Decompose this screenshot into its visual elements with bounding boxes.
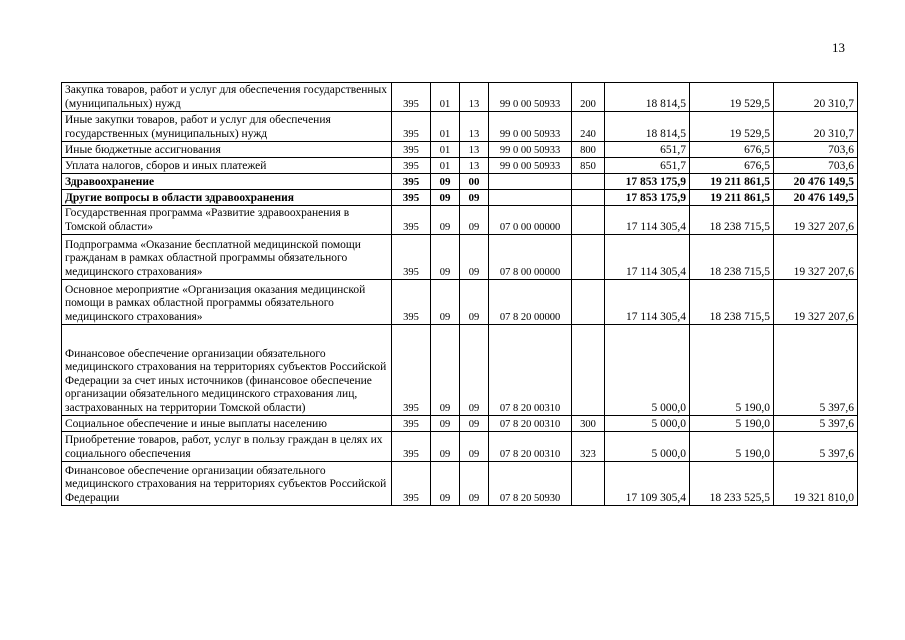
target-article-code: 99 0 00 50933 xyxy=(489,142,572,158)
amount-year-1: 18 814,5 xyxy=(605,83,690,112)
amount-year-3: 19 327 207,6 xyxy=(774,206,858,235)
table-row xyxy=(62,83,858,112)
section-code: 09 xyxy=(431,280,460,325)
amount-year-3: 20 310,7 xyxy=(774,112,858,142)
row-name: Уплата налогов, сборов и иных платежей xyxy=(62,158,392,174)
row-name: Приобретение товаров, работ, услуг в пользу граждан в целях их социального обеспечения xyxy=(62,432,392,462)
amount-year-3: 19 321 810,0 xyxy=(774,462,858,506)
expense-type-code xyxy=(572,206,605,235)
subsection-code: 09 xyxy=(460,235,489,280)
row-name: Основное мероприятие «Организация оказания медицинской помощи в рамках областной программы обязательного медицинского страхования» xyxy=(62,280,392,325)
target-article-code: 07 8 20 00310 xyxy=(489,416,572,432)
amount-year-1: 5 000,0 xyxy=(605,416,690,432)
amount-year-1: 17 109 305,4 xyxy=(605,462,690,506)
ved-code: 395 xyxy=(392,174,431,190)
target-article-code: 99 0 00 50933 xyxy=(489,83,572,112)
section-code: 09 xyxy=(431,416,460,432)
ved-code: 395 xyxy=(392,432,431,462)
target-article-code: 07 0 00 00000 xyxy=(489,206,572,235)
ved-code: 395 xyxy=(392,206,431,235)
amount-year-2: 5 190,0 xyxy=(690,432,774,462)
expense-type-code: 300 xyxy=(572,416,605,432)
table-row xyxy=(62,142,858,158)
expense-type-code: 200 xyxy=(572,83,605,112)
amount-year-3: 703,6 xyxy=(774,158,858,174)
target-article-code xyxy=(489,174,572,190)
expense-type-code: 800 xyxy=(572,142,605,158)
subsection-code: 09 xyxy=(460,416,489,432)
section-code: 09 xyxy=(431,325,460,416)
section-code: 09 xyxy=(431,206,460,235)
amount-year-2: 19 529,5 xyxy=(690,112,774,142)
subsection-code: 13 xyxy=(460,158,489,174)
amount-year-3: 5 397,6 xyxy=(774,325,858,416)
amount-year-2: 5 190,0 xyxy=(690,416,774,432)
expense-type-code: 240 xyxy=(572,112,605,142)
table-row xyxy=(62,158,858,174)
subsection-code: 09 xyxy=(460,462,489,506)
table-row xyxy=(62,280,858,325)
table-row xyxy=(62,462,858,506)
subsection-code: 09 xyxy=(460,190,489,206)
subsection-code: 13 xyxy=(460,142,489,158)
amount-year-2: 676,5 xyxy=(690,158,774,174)
ved-code: 395 xyxy=(392,462,431,506)
table-row xyxy=(62,235,858,280)
table-row xyxy=(62,206,858,235)
table-row xyxy=(62,325,858,416)
amount-year-2: 18 238 715,5 xyxy=(690,206,774,235)
expense-type-code xyxy=(572,280,605,325)
section-code: 09 xyxy=(431,432,460,462)
target-article-code: 07 8 20 50930 xyxy=(489,462,572,506)
amount-year-2: 5 190,0 xyxy=(690,325,774,416)
row-name: Другие вопросы в области здравоохранения xyxy=(62,190,392,206)
ved-code: 395 xyxy=(392,416,431,432)
target-article-code: 07 8 20 00310 xyxy=(489,432,572,462)
amount-year-2: 19 211 861,5 xyxy=(690,190,774,206)
amount-year-1: 17 114 305,4 xyxy=(605,280,690,325)
row-name: Социальное обеспечение и иные выплаты населению xyxy=(62,416,392,432)
table-row xyxy=(62,416,858,432)
expense-type-code xyxy=(572,235,605,280)
amount-year-3: 19 327 207,6 xyxy=(774,280,858,325)
amount-year-1: 17 853 175,9 xyxy=(605,174,690,190)
section-code: 09 xyxy=(431,462,460,506)
expense-type-code xyxy=(572,325,605,416)
amount-year-3: 19 327 207,6 xyxy=(774,235,858,280)
page-number: 13 xyxy=(832,40,845,55)
amount-year-3: 20 476 149,5 xyxy=(774,174,858,190)
amount-year-3: 20 476 149,5 xyxy=(774,190,858,206)
row-name: Подпрограмма «Оказание бесплатной медицинской помощи гражданам в рамках областной программы обязательного медицинского страхования» xyxy=(62,235,392,280)
expense-type-code: 323 xyxy=(572,432,605,462)
ved-code: 395 xyxy=(392,190,431,206)
amount-year-3: 5 397,6 xyxy=(774,416,858,432)
amount-year-1: 18 814,5 xyxy=(605,112,690,142)
subsection-code: 09 xyxy=(460,325,489,416)
ved-code: 395 xyxy=(392,325,431,416)
amount-year-3: 703,6 xyxy=(774,142,858,158)
section-code: 09 xyxy=(431,190,460,206)
subsection-code: 00 xyxy=(460,174,489,190)
table-row xyxy=(62,174,858,190)
amount-year-1: 17 114 305,4 xyxy=(605,206,690,235)
ved-code: 395 xyxy=(392,158,431,174)
amount-year-2: 676,5 xyxy=(690,142,774,158)
amount-year-1: 651,7 xyxy=(605,158,690,174)
row-name: Иные бюджетные ассигнования xyxy=(62,142,392,158)
amount-year-2: 18 233 525,5 xyxy=(690,462,774,506)
subsection-code: 09 xyxy=(460,206,489,235)
target-article-code: 07 8 00 00000 xyxy=(489,235,572,280)
amount-year-2: 19 529,5 xyxy=(690,83,774,112)
expense-type-code: 850 xyxy=(572,158,605,174)
ved-code: 395 xyxy=(392,83,431,112)
ved-code: 395 xyxy=(392,280,431,325)
amount-year-2: 19 211 861,5 xyxy=(690,174,774,190)
ved-code: 395 xyxy=(392,142,431,158)
expense-type-code xyxy=(572,190,605,206)
subsection-code: 09 xyxy=(460,280,489,325)
row-name: Иные закупки товаров, работ и услуг для обеспечения государственных (муниципальных) нужд xyxy=(62,112,392,142)
row-name: Закупка товаров, работ и услуг для обеспечения государственных (муниципальных) нужд xyxy=(62,83,392,112)
section-code: 01 xyxy=(431,142,460,158)
amount-year-1: 17 853 175,9 xyxy=(605,190,690,206)
ved-code: 395 xyxy=(392,235,431,280)
amount-year-3: 20 310,7 xyxy=(774,83,858,112)
table-row xyxy=(62,112,858,142)
ved-code: 395 xyxy=(392,112,431,142)
target-article-code: 07 8 20 00310 xyxy=(489,325,572,416)
section-code: 09 xyxy=(431,235,460,280)
target-article-code xyxy=(489,190,572,206)
expense-type-code xyxy=(572,462,605,506)
table-row xyxy=(62,432,858,462)
row-name: Государственная программа «Развитие здравоохранения в Томской области» xyxy=(62,206,392,235)
row-name: Здравоохранение xyxy=(62,174,392,190)
subsection-code: 13 xyxy=(460,112,489,142)
target-article-code: 99 0 00 50933 xyxy=(489,158,572,174)
amount-year-3: 5 397,6 xyxy=(774,432,858,462)
amount-year-2: 18 238 715,5 xyxy=(690,235,774,280)
expense-type-code xyxy=(572,174,605,190)
amount-year-1: 5 000,0 xyxy=(605,325,690,416)
section-code: 01 xyxy=(431,83,460,112)
subsection-code: 13 xyxy=(460,83,489,112)
amount-year-2: 18 238 715,5 xyxy=(690,280,774,325)
amount-year-1: 651,7 xyxy=(605,142,690,158)
row-name: Финансовое обеспечение организации обязательного медицинского страхования на территориях субъектов Российской Федерации xyxy=(62,462,392,506)
budget-table xyxy=(61,82,858,506)
section-code: 01 xyxy=(431,112,460,142)
table-row xyxy=(62,190,858,206)
amount-year-1: 17 114 305,4 xyxy=(605,235,690,280)
amount-year-1: 5 000,0 xyxy=(605,432,690,462)
target-article-code: 07 8 20 00000 xyxy=(489,280,572,325)
section-code: 01 xyxy=(431,158,460,174)
row-name: Финансовое обеспечение организации обязательного медицинского страхования на территориях субъектов Российской Федерации за счет иных источников (финансовое обеспечение организации обязательного медицинского страхования лиц, застрахованных на территории Томской области) xyxy=(62,325,392,416)
section-code: 09 xyxy=(431,174,460,190)
target-article-code: 99 0 00 50933 xyxy=(489,112,572,142)
subsection-code: 09 xyxy=(460,432,489,462)
